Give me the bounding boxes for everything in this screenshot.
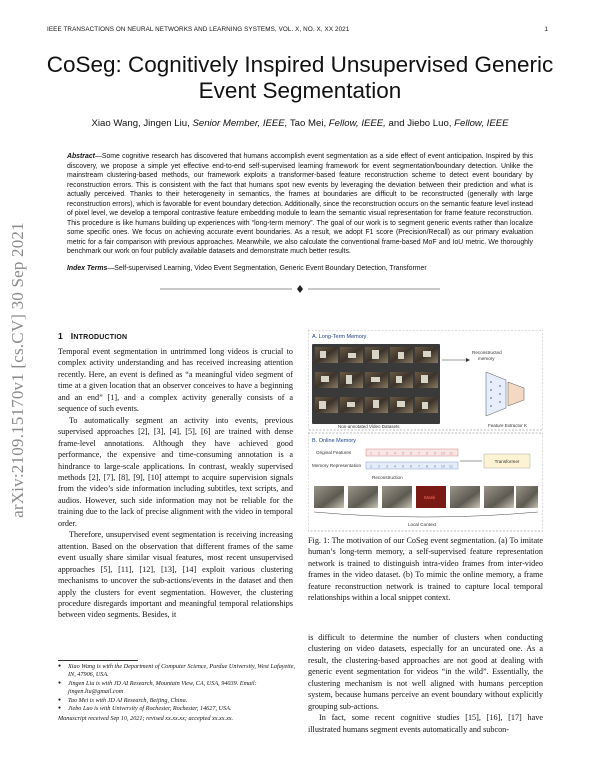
panel-b-box [308, 433, 543, 531]
mask-label: Mask [424, 496, 436, 501]
svg-text:6: 6 [409, 463, 413, 469]
section-name-initial: I [70, 331, 74, 341]
index-terms-label: Index Terms [67, 265, 108, 272]
manuscript-note: Manuscript received Sep 10, 2021; revised xx.xx.xx; accepted xx.xx.xx. [58, 715, 234, 723]
author-role-1: Senior Member, IEEE, [192, 118, 288, 129]
footnote: ● Jingen Liu is with JD AI Research, Mountain View, CA, USA, 94039. Email: jingen.liu@gmail.com [58, 680, 298, 697]
figure-1 [308, 330, 543, 532]
feature-extractor-label: Feature Extractor K [488, 423, 528, 428]
svg-text:3: 3 [385, 463, 389, 469]
footnotes [58, 663, 298, 724]
svg-text:4: 4 [393, 463, 397, 469]
svg-text:3: 3 [385, 450, 389, 456]
svg-text:9: 9 [433, 463, 437, 469]
svg-text:8: 8 [425, 463, 429, 469]
section-number: 1 [58, 331, 63, 341]
figure-caption [308, 535, 543, 603]
footnote: ● Xiao Wang is with the Department of Computer Science, Purdue University, West Lafayette, IN, 47906, USA. [58, 663, 298, 680]
svg-text:1: 1 [369, 463, 373, 469]
memory-representation-cells [366, 462, 458, 469]
reconstruction-label: Reconstruction [372, 475, 403, 480]
caption-text: The motivation of our CoSeg event segmentation. (a) To imitate human’s long-term memory, a self-supervised feature representation network is trained to distinguish intra-video frames from inter-video frames in the video dataset. (b) To mimic the online memory, a frame feature reconstruction network is trained to capture local temporal relationships within a local snippet context. [308, 536, 543, 603]
paragraph: To automatically segment an activity into events, previous supervised approaches [2], [3], [4], [5], [6] are trained with dense frame-level annotations. Although they have achieved good performance, the expensive and time-consuming annotation is a hindrance to large-scale applications. In contrast, weakly supervised methods [2], [7], [8], [9], [10] attempt to acquire supervision signals from the video’s side information including subtitles, text scripts, and audios. However, such side information may not be reliable for the training due to the lack of precise alignment with the video in temporal order. [58, 415, 293, 528]
video-dataset-label: Non-annotated Video Datasets [338, 424, 400, 429]
section-divider [160, 285, 440, 293]
svg-text:6: 6 [409, 450, 413, 456]
local-context-label: Local Context [408, 522, 437, 527]
reconstructed-memory-label: Reconstructed memory [472, 350, 502, 361]
arxiv-stamp: arXiv:2109.15170v1 [cs.CV] 30 Sep 2021 [8, 222, 27, 518]
transformer-label: Transformer [494, 459, 520, 464]
author-group-1: Xiao Wang, Jingen Liu, [91, 118, 193, 129]
original-feature-cells [366, 449, 458, 456]
svg-text:5: 5 [401, 450, 405, 456]
abstract [67, 152, 533, 257]
author-role-3: Fellow, IEEE [454, 118, 509, 129]
left-column-body [58, 346, 293, 621]
svg-text:2: 2 [377, 463, 381, 469]
svg-text:5: 5 [401, 463, 405, 469]
section-name-rest: NTRODUCTION [73, 334, 128, 341]
journal-header: IEEE TRANSACTIONS ON NEURAL NETWORKS AND LEARNING SYSTEMS, VOL. X, NO. X, XX 2021 [47, 26, 350, 33]
footnote: ● Tao Mei is with JD AI Research, Beijing, China. [58, 697, 298, 705]
abstract-text: —Some cognitive research has discovered that humans accomplish event segmentation as a side effect of event anticipation. Inspired by this discovery, we propose a simple yet effective end-to-end self-supervised learning framework for event segmentation/boundary detection. Unlike the mainstream clustering-based methods, our framework exploits a transformer-based feature reconstruction scheme to detect event boundary by reconstruction errors. This is consistent with the fact that humans spot new events by leveraging the deviation between their prediction and what is actually perceived. Thanks to their heterogeneity in semantics, the frames at boundaries are difficult to be reconstructed (generally with large reconstruction errors), which is favorable for event boundary detection. Additionally, since the reconstruction occurs on the semantic feature level instead of pixel level, we develop a temporal contrastive feature embedding module to learn the semantic visual representation for frame feature reconstruction. This procedure is like humans building up experiences with “long-term memory”. The goal of our work is to segment generic events rather than localize some specific ones. We focus on achieving accurate event boundaries. As a result, we adopt F1 score (Precision/Recall) as our primary evaluation metric for a fair comparison with previous approaches. Meanwhile, we also calculate the conventional frame-based MoF and IoU metric. We thoroughly benchmark our work on four publicly available datasets and demonstrate much better results. [67, 153, 533, 256]
paragraph: In fact, some recent cognitive studies [15], [16], [17] have illustrated humans segment events automatically and subcon- [308, 713, 543, 734]
paragraph: is difficult to determine the number of clusters when conducting clustering on video datasets, especially for an uncurated one. As a result, the clustering-based approaches are not good at dealing with generic event segmentation for videos “in the wild”. Essentially, the clustering mechanism is not well aligned with humans perception system, because humans perceive an event boundary without explicitly grouping sub-actions. [308, 633, 543, 711]
svg-text:10: 10 [440, 450, 446, 456]
svg-text:8: 8 [425, 450, 429, 456]
right-column-body [308, 632, 543, 735]
index-terms [67, 264, 533, 274]
svg-text:11: 11 [448, 450, 454, 456]
author-group-3: and Jiebo Luo, [385, 118, 455, 129]
author-role-2: Fellow, IEEE, [328, 118, 386, 129]
svg-text:2: 2 [377, 450, 381, 456]
footnote-rule [58, 660, 138, 661]
author-group-2: Tao Mei, [287, 118, 329, 129]
svg-text:4: 4 [393, 450, 397, 456]
paper-title: CoSeg: Cognitively Inspired Unsupervised Generic Event Segmentation [46, 52, 554, 103]
panel-a-title: A. Long-Term Memory [312, 334, 367, 340]
panel-b-title: B. Online Memory [312, 438, 357, 444]
page-number: 1 [544, 26, 548, 33]
svg-text:7: 7 [417, 450, 421, 456]
svg-text:9: 9 [433, 450, 437, 456]
author-list [40, 118, 560, 129]
index-terms-text: —Self-supervised Learning, Video Event Segmentation, Generic Event Boundary Detection, Transformer [107, 265, 427, 272]
section-heading [58, 331, 127, 341]
video-dataset-frames [312, 344, 440, 424]
svg-text:1: 1 [369, 450, 373, 456]
paragraph: Temporal event segmentation in untrimmed long videos is crucial to complex activity understanding and has received increasing attention recently. Here, an event is defined as “a meaningful video segment of time at a given location that an observer conceives to have a beginning and an end” [1], and a complex activity generally consists of a sequence of such events. [58, 347, 293, 414]
svg-text:7: 7 [417, 463, 421, 469]
original-features-label: Original Features [316, 450, 352, 455]
caption-label: Fig. 1: [308, 536, 330, 545]
paragraph: Therefore, unsupervised event segmentation is receiving increasing attention. Based on the observation that different frames of the same event usually share similar visual features, most recent unsupervised approaches [5], [11], [12], [13], [14] exploit various clustering mechanisms to uncover the sub-actions/events in the dataset and then apply the clusters for event segmentation. However, the clustering procedure disregards important and meaningful temporal relationships between video segments. Besides, it [58, 530, 293, 620]
svg-text:10: 10 [440, 463, 446, 469]
footnote: ● Jiebo Luo is with University of Rochester, Rochester, 14627, USA. [58, 705, 298, 713]
memory-representation-label: Memory Representation [312, 463, 362, 468]
svg-text:11: 11 [448, 463, 454, 469]
abstract-label: Abstract [67, 153, 95, 160]
